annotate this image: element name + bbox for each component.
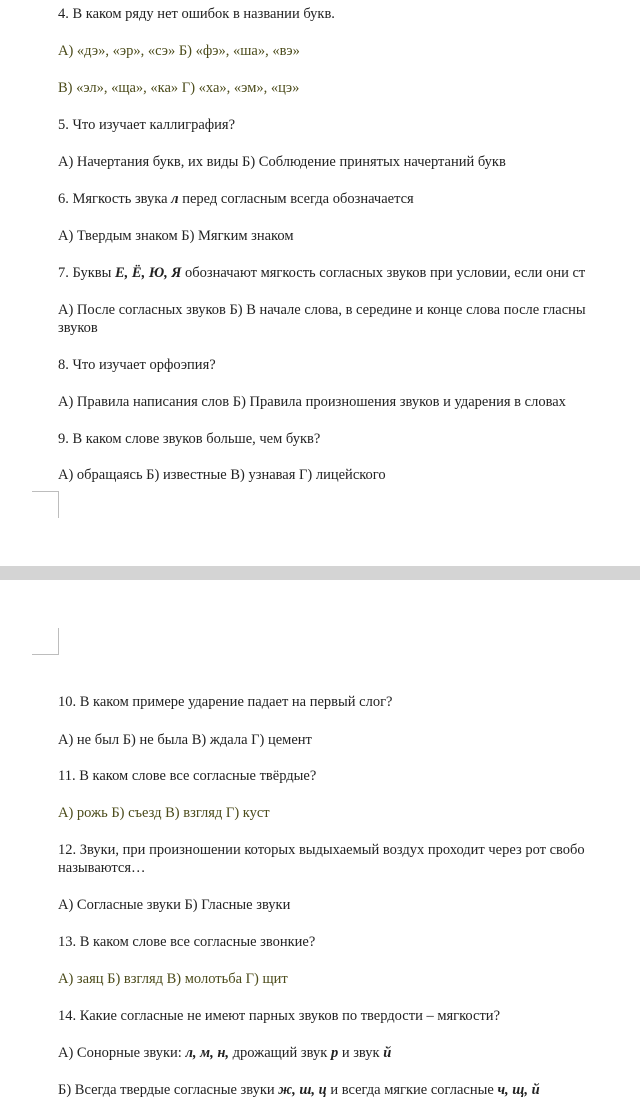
answer-12: А) Согласные звуки Б) Гласные звуки xyxy=(58,897,291,913)
answer-8: А) Правила написания слов Б) Правила произношения звуков и ударения в словах xyxy=(58,394,566,410)
answer-7-line-1: А) После согласных звуков Б) В начале слова, в середине и конце слова после гласны xyxy=(58,302,586,318)
answer-11: А) рожь Б) съезд В) взгляд Г) куст xyxy=(58,805,270,821)
question-5: 5. Что изучает каллиграфия? xyxy=(58,117,236,133)
page-separator xyxy=(0,566,640,580)
answer-9: А) обращаясь Б) известные В) узнавая Г) лицейского xyxy=(58,467,386,483)
answer-6: А) Твердым знаком Б) Мягким знаком xyxy=(58,228,294,244)
question-9: 9. В каком слове звуков больше, чем букв? xyxy=(58,431,321,447)
answer-7-line-2: звуков xyxy=(58,320,98,336)
question-7 xyxy=(58,265,585,282)
answer-14-a-text-a: А) Сонорные звуки: xyxy=(58,1045,182,1061)
question-11: 11. В каком слове все согласные твёрдые? xyxy=(58,768,317,784)
question-7-text-a: 7. Буквы xyxy=(58,265,112,281)
answer-14-a-letter-r: р xyxy=(330,1045,339,1061)
answer-14-a-letters: л, м, н, xyxy=(185,1045,230,1061)
question-8: 8. Что изучает орфоэпия? xyxy=(58,357,216,373)
answer-14-b-letters-soft: ч, щ, й xyxy=(497,1082,540,1098)
answer-14-b-text-b: и всегда мягкие согласные xyxy=(330,1082,494,1098)
question-13: 13. В каком слове все согласные звонкие? xyxy=(58,934,316,950)
page-margin-marker-top xyxy=(32,628,59,655)
answer-14-b-text-a: Б) Всегда твердые согласные звуки xyxy=(58,1082,275,1098)
question-6-letter: л xyxy=(171,191,179,207)
answer-4-ab: А) «дэ», «эр», «сэ» Б) «фэ», «ша», «вэ» xyxy=(58,43,300,59)
question-7-letters: Е, Ё, Ю, Я xyxy=(114,265,182,281)
answer-4-vg: В) «эл», «ща», «ка» Г) «ха», «эм», «цэ» xyxy=(58,80,300,96)
question-6-text-b: перед согласным всегда обозначается xyxy=(182,191,414,207)
answer-14-b-letters-hard: ж, ш, ц xyxy=(278,1082,327,1098)
question-6 xyxy=(58,191,414,208)
answer-14-a xyxy=(58,1045,391,1062)
question-10: 10. В каком примере ударение падает на первый слог? xyxy=(58,694,393,710)
answer-14-b xyxy=(58,1082,540,1099)
question-14: 14. Какие согласные не имеют парных звуков по твердости – мягкости? xyxy=(58,1008,501,1024)
page-margin-marker-bottom xyxy=(32,491,59,518)
answer-5: А) Начертания букв, их виды Б) Соблюдение принятых начертаний букв xyxy=(58,154,506,170)
question-4: 4. В каком ряду нет ошибок в названии букв. xyxy=(58,6,335,22)
question-12-line-1: 12. Звуки, при произношении которых выдыхаемый воздух проходит через рот свобо xyxy=(58,842,585,858)
question-6-text-a: 6. Мягкость звука xyxy=(58,191,168,207)
question-12-line-2: называются… xyxy=(58,860,146,876)
answer-14-a-text-b: дрожащий звук xyxy=(232,1045,328,1061)
answer-14-a-letter-y: й xyxy=(383,1045,392,1061)
question-7-text-b: обозначают мягкость согласных звуков при условии, если они ст xyxy=(185,265,586,281)
answer-14-a-text-c: и звук xyxy=(341,1045,380,1061)
answer-13: А) заяц Б) взгляд В) молотьба Г) щит xyxy=(58,971,288,987)
answer-10: А) не был Б) не была В) ждала Г) цемент xyxy=(58,732,312,748)
